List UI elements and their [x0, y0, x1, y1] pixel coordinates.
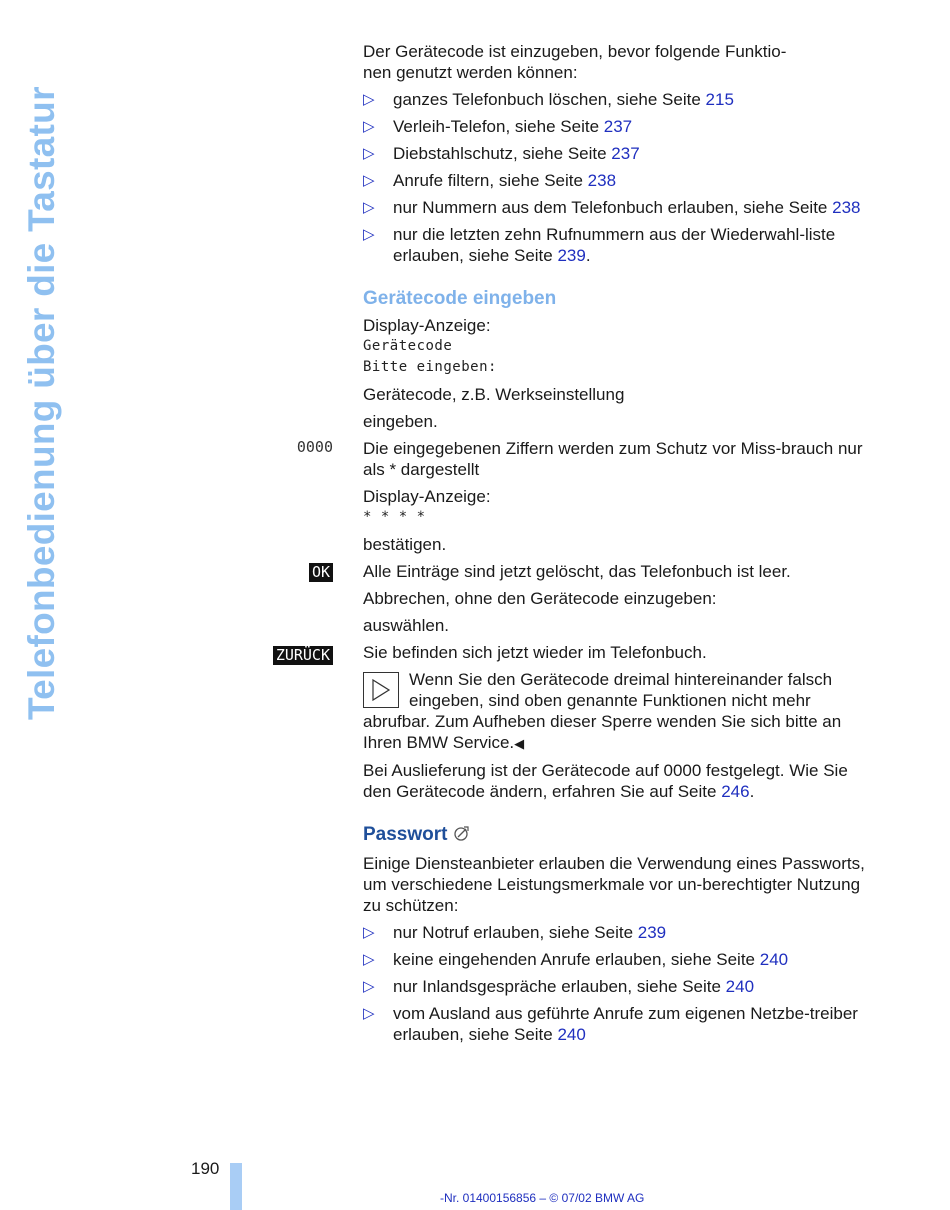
end-mark-icon: ◀	[514, 736, 525, 751]
list-item: ▷ nur Nummern aus dem Telefonbuch erlauben, siehe Seite 238	[363, 198, 861, 217]
triangle-bullet-icon: ▷	[363, 924, 375, 941]
auswaehlen-text: auswählen.	[363, 616, 450, 635]
section-heading-passwort: Passwort	[363, 824, 873, 847]
passwort-list	[363, 922, 873, 1045]
code-text: Gerätecode, z.B. Werkseinstellung	[363, 385, 625, 404]
intro-text: Der Gerätecode ist einzugeben, bevor folgende Funktio- nen genutzt werden können:	[363, 42, 787, 82]
display-label: Display-Anzeige:	[363, 487, 491, 506]
bestaetigen-text: bestätigen.	[363, 535, 447, 554]
triangle-bullet-icon: ▷	[363, 199, 375, 216]
triangle-bullet-icon: ▷	[363, 226, 375, 243]
side-title: Telefonbedienung über die Tastatur	[21, 86, 62, 720]
network-service-icon	[453, 825, 470, 847]
page-link[interactable]: 238	[832, 198, 861, 217]
zurueck-key-label: ZURÜCK	[273, 646, 333, 665]
ok-key-label: OK	[309, 563, 333, 582]
triangle-bullet-icon: ▷	[363, 1005, 375, 1022]
triangle-bullet-icon: ▷	[363, 951, 375, 968]
page-link[interactable]: 246	[721, 782, 750, 801]
page-link[interactable]: 240	[759, 950, 789, 969]
alle-text: Alle Einträge sind jetzt gelöscht, das Telefonbuch ist leer.	[363, 562, 791, 581]
triangle-bullet-icon: ▷	[363, 172, 375, 189]
triangle-bullet-icon: ▷	[363, 118, 375, 135]
key-0000-label: 0000	[296, 438, 333, 456]
wieder-text: Sie befinden sich jetzt wieder im Telefonbuch.	[363, 643, 707, 662]
note-text: Wenn Sie den Gerätecode dreimal hintereinander falsch eingeben, sind oben genannte Funktionen nicht mehr abrufbar. Zum Aufheben dieser Sperre wenden Sie sich bitte an Ihren BMW Service.	[363, 670, 842, 752]
eingeben-text: eingeben.	[363, 412, 438, 431]
abbrechen-text: Abbrechen, ohne den Gerätecode einzugeben:	[363, 589, 717, 608]
triangle-bullet-icon: ▷	[363, 145, 375, 162]
list-item: ▷ Verleih-Telefon, siehe Seite 237	[363, 117, 633, 136]
schutz-text: Die eingegebenen Ziffern werden zum Schutz vor Miss-brauch nur als * dargestellt	[363, 439, 863, 479]
section-heading-geraetecode: Gerätecode eingeben	[363, 288, 557, 309]
footer-text: -Nr. 01400156856 – © 07/02 BMW AG	[440, 1191, 645, 1205]
triangle-bullet-icon: ▷	[363, 978, 375, 995]
list-item: ▷ nur Inlandsgespräche erlauben, siehe Seite 240	[363, 977, 755, 996]
page-link[interactable]: 240	[725, 977, 755, 996]
display-line: Bitte eingeben:	[363, 359, 497, 375]
function-list	[363, 89, 873, 266]
main-column	[363, 41, 873, 1051]
page-link[interactable]: 238	[587, 171, 617, 190]
page-link[interactable]: 240	[557, 1025, 586, 1044]
page-bar	[230, 1163, 242, 1210]
page-number: 190	[191, 1159, 220, 1178]
list-item: ▷ vom Ausland aus geführte Anrufe zum eigenen Netzbe-treiber erlauben, siehe Seite 240	[363, 1004, 858, 1044]
list-item: ▷ keine eingehenden Anrufe erlauben, siehe Seite 240	[363, 950, 789, 969]
page-link[interactable]: 239	[637, 923, 667, 942]
passwort-intro: Einige Diensteanbieter erlauben die Verwendung eines Passworts, um verschiedene Leistungsmerkmale vor un-berechtigter Nutzung zu schützen:	[363, 854, 865, 915]
page-link[interactable]: 237	[611, 144, 640, 163]
list-item: ▷ nur die letzten zehn Rufnummern aus der Wiederwahl-liste erlauben, siehe Seite 239.	[363, 225, 836, 265]
page-link[interactable]: 237	[603, 117, 633, 136]
page-link[interactable]: 239	[557, 246, 586, 265]
triangle-bullet-icon: ▷	[363, 91, 375, 108]
list-item: ▷ Diebstahlschutz, siehe Seite 237	[363, 144, 640, 163]
display-stars: * * * *	[363, 509, 426, 525]
display-line: Gerätecode	[363, 338, 453, 354]
list-item: ▷ Anrufe filtern, siehe Seite 238	[363, 171, 617, 190]
list-item: ▷ nur Notruf erlauben, siehe Seite 239	[363, 923, 667, 942]
note-arrow-icon	[363, 672, 399, 708]
auslieferung-text: Bei Auslieferung ist der Gerätecode auf 0000 festgelegt. Wie Sie den Gerätecode ändern, erfahren Sie auf Seite 246.	[363, 761, 848, 801]
note-block	[363, 669, 873, 754]
display-label: Display-Anzeige:	[363, 316, 491, 335]
page-link[interactable]: 215	[705, 90, 734, 109]
list-item: ▷ ganzes Telefonbuch löschen, siehe Seite 215	[363, 90, 734, 109]
